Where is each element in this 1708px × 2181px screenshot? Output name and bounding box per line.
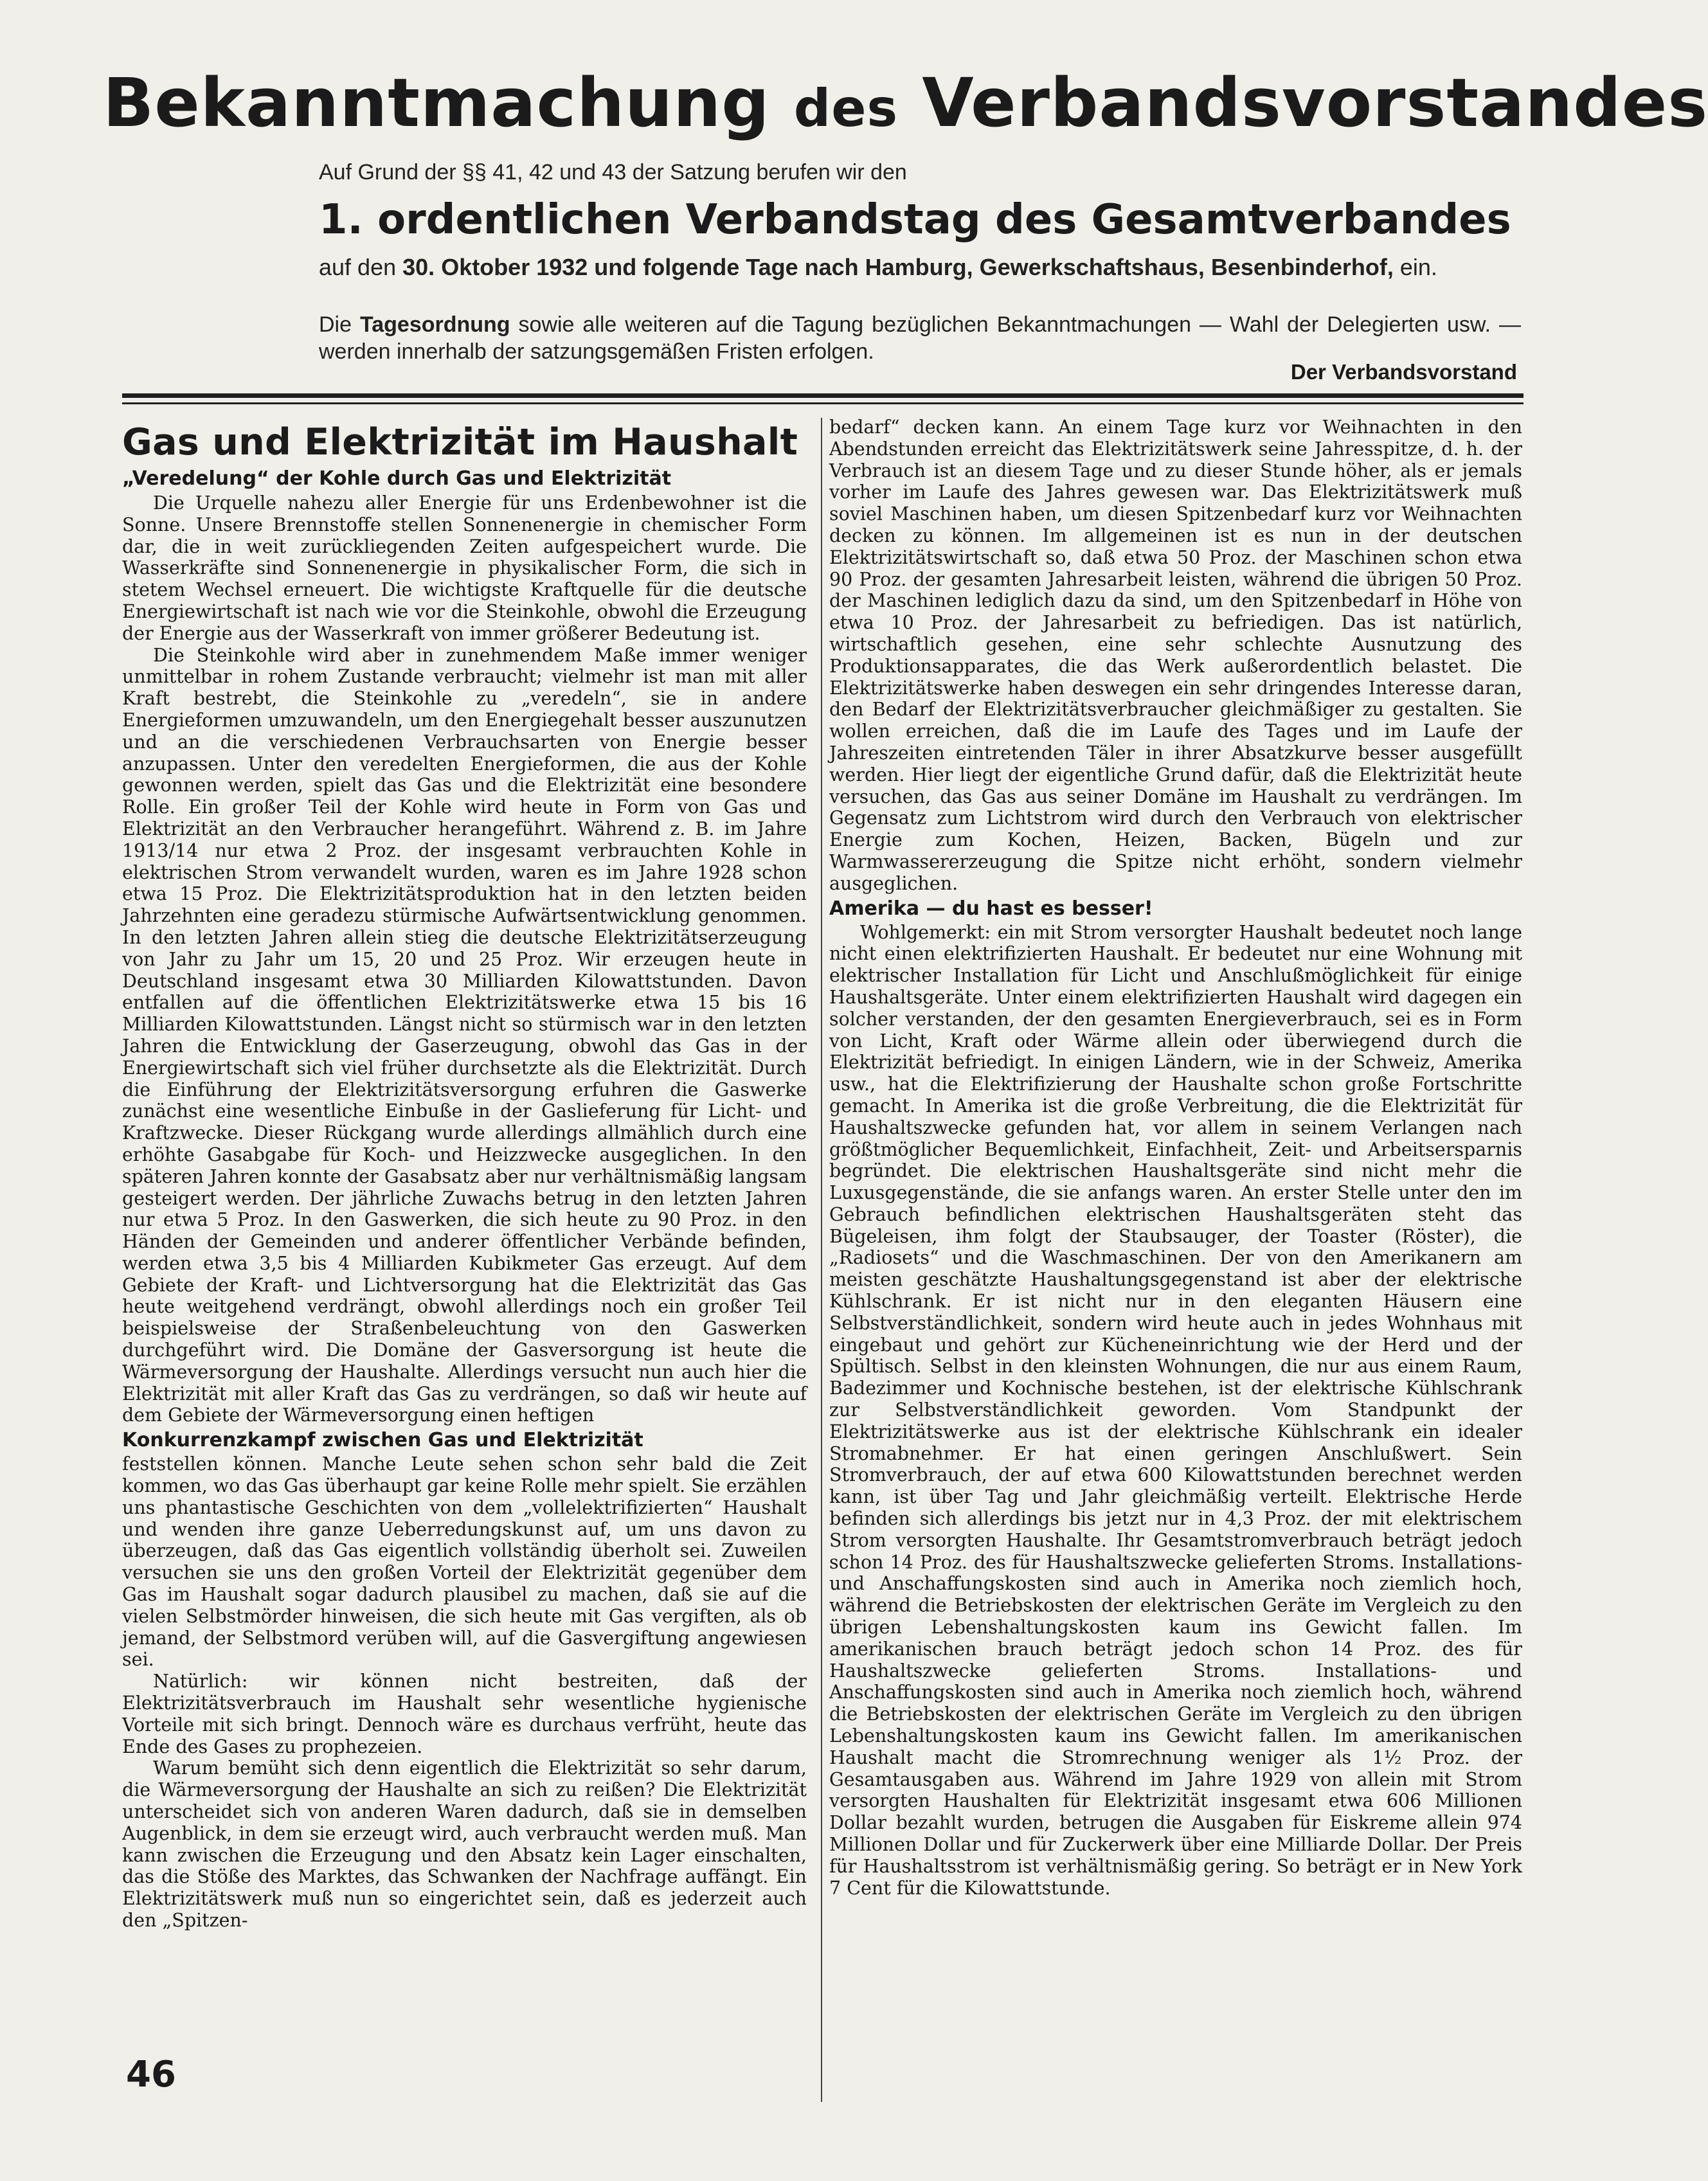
announcement-headline [103, 58, 1708, 154]
page-number: 46 [126, 2054, 176, 2096]
column-divider [821, 418, 822, 2102]
article-title: Gas und Elektrizität im Haushalt [122, 421, 798, 463]
date-line-prefix: auf den [319, 254, 397, 280]
headline-part-1: Bekanntmachung [103, 64, 770, 142]
section-heading: Amerika — du hast es besser! [829, 897, 1153, 920]
date-line-suffix: ein. [1399, 254, 1437, 280]
paragraph: feststellen können. Manche Leute sehen schon sehr bald die Zeit kommen, wo das Gas überhaupt gar keine Rolle mehr spielt. Sie erzählen uns phantastische Geschichten von dem „vollelektrifizierten“ Haushalt und wenden ihre ganze Ueberredungskunst auf, um uns davon zu überzeugen, daß das Gas eigentlich vollständig überholt sei. Zuweilen versuchen sie uns den großen Vorteil der Elektrizität gegenüber dem Gas im Haushalt sogar dadurch plausibel zu machen, daß sie auf die vielen Selbstmörder hinweisen, die sich heute mit Gas vergiften, als ob jemand, der Selbstmord verüben will, auf die Gasvergiftung angewiesen sei. [122, 1453, 807, 1671]
announcement-date-line [319, 253, 1521, 282]
date-line-bold: 30. Oktober 1932 und folgende Tage nach Hamburg, Gewerkschaftshaus, Besenbinderhof, [402, 254, 1394, 280]
article-column-left [122, 417, 807, 1932]
paragraph: Wohlgemerkt: ein mit Strom versorgter Haushalt bedeutet noch lange nicht einen elektrifizierten Haushalt. Er bedeutet nur eine Wohnung mit elektrischer Installation für Licht und Anschlußmöglichkeit für einige Haushaltsgeräte. Unter einem elektrifizierten Haushalt wird dagegen ein solcher verstanden, der den gesamten Energieverbrauch, sei es in Form von Licht, Kraft oder Wärme allein oder überwiegend durch die Elektrizität befriedigt. In einigen Ländern, wie in der Schweiz, Amerika usw., hat die Elektrifizierung der Haushalte schon große Fortschritte gemacht. In Amerika ist die große Verbreitung, die die Elektrizität für Haushaltszwecke gefunden hat, vor allem in seinem Verlangen nach größtmöglicher Bequemlichkeit, Einfachheit, Zeit- und Arbeitsersparnis begründet. Die elektrischen Haushaltsgeräte sind nicht mehr die Luxusgegenstände, die sie anfangs waren. An erster Stelle unter den im Gebrauch befindlichen elektrischen Haushaltsgeräten steht das Bügeleisen, ihm folgt der Staubsauger, der Toaster (Röster), die „Radiosets“ und die Waschmaschinen. Der von den Amerikanern am meisten geschätzte Haushaltungsgegenstand ist aber der elektrische Kühlschrank. Er ist nicht nur in den eleganten Häusern eine Selbstverständlichkeit, sondern wird heute auch in jedes Wohnhaus mit eingebaut und gehört zur Kücheneinrichtung wie der Herd und der Spültisch. Selbst in den kleinsten Wohnungen, die nur aus einem Raum, Badezimmer und Kochnische bestehen, ist der elektrische Kühlschrank zur Selbstverständlichkeit geworden. Vom Standpunkt der Elektrizitätswerke aus ist der elektrische Kühlschrank ein idealer Stromabnehmer. Er hat einen geringen Anschlußwert. Sein Stromverbrauch, der auf etwa 600 Kilowattstunden berechnet werden kann, ist über Tag und Jahr gleichmäßig verteilt. Elektrische Herde befinden sich allerdings bis jetzt nur in 4,3 Proz. der mit elektrischem Strom versorgten Haushalte. Ihr Gesamtstromverbrauch beträgt jedoch schon 14 Proz. des für Haushaltszwecke gelieferten Stroms. Installations-und Anschaffungskosten sind auch in Amerika noch ziemlich hoch, während die Betriebskosten der elektrischen Geräte im Vergleich zu den übrigen Lebenshaltungskosten kaum ins Gewicht fallen. Im amerikanischen brauch beträgt jedoch schon 14 Proz. des für Haushaltszwecke gelieferten Stroms. Installations- und Anschaffungskosten sind auch in Amerika noch ziemlich hoch, während die Betriebskosten der elektrischen Geräte im Vergleich zu den übrigen Lebenshaltungskosten kaum ins Gewicht fallen. Im amerikanischen Haushalt macht die Stromrechnung weniger als 1½ Proz. der Gesamtausgaben aus. Während im Jahre 1929 von allein mit Strom versorgten Haushalten für Elektrizität insgesamt etwa 606 Millionen Dollar bezahlt wurden, betrugen die Ausgaben für Eiskreme allein 974 Millionen Dollar und für Zuckerwerk über eine Milliarde Dollar. Der Preis für Haushaltsstrom ist verhältnismäßig gering. So beträgt er in New York 7 Cent für die Kilowattstunde. [829, 921, 1522, 1899]
agenda-bold: Tagesordnung [359, 312, 510, 337]
announcement-intro: Auf Grund der §§ 41, 42 und 43 der Satzung berufen wir den [319, 160, 907, 184]
agenda-rest: sowie alle weiteren auf die Tagung bezüglichen Bekanntmachungen — Wahl der Delegierten usw. — werden innerhalb der satzungsgemäßen Fristen erfolgen. [319, 312, 1521, 364]
divider-rule-thick [122, 393, 1524, 398]
article-column-right [829, 417, 1522, 1899]
article-subtitle: „Veredelung“ der Kohle durch Gas und Elektrizität [122, 467, 672, 490]
paragraph: Warum bemüht sich denn eigentlich die Elektrizität so sehr darum, die Wärmeversorgung der Haushalte an sich zu reißen? Die Elektrizität unterscheidet sich von anderen Waren dadurch, daß sie in demselben Augenblick, in dem sie erzeugt wird, auch verbraucht werden muß. Man kann zwischen die Erzeugung und den Absatz kein Lager einschalten, das die Stöße des Marktes, das Schwanken der Nachfrage auffängt. Ein Elektrizitätswerk muß nun so eingerichtet sein, daß es jederzeit auch den „Spitzen- [122, 1757, 807, 1931]
section-heading: Konkurrenzkampf zwischen Gas und Elektrizität [122, 1429, 643, 1452]
headline-part-3: Verbandsvorstandes [922, 64, 1708, 142]
announcement-title: 1. ordentlichen Verbandstag des Gesamtverbandes [319, 196, 1511, 244]
agenda-prefix: Die [319, 312, 352, 337]
headline-part-2: des [793, 78, 899, 138]
paragraph: Die Urquelle nahezu aller Energie für uns Erdenbewohner ist die Sonne. Unsere Brennstoffe stellen Sonnenenergie in chemischer Form dar, die in weit zurückliegenden Zeiten aufgespeichert wurde. Die Wasserkräfte sind Sonnenenergie in physikalischer Form, die sich in stetem Wechsel erneuert. Die wichtigste Kraftquelle für die deutsche Energiewirtschaft ist nach wie vor die Steinkohle, obwohl die Erzeugung der Energie aus der Wasserkraft von immer größerer Bedeutung ist. [122, 492, 807, 644]
announcement-agenda [319, 311, 1521, 365]
paragraph: Die Steinkohle wird aber in zunehmendem Maße immer weniger unmittelbar in rohem Zustande verbraucht; vielmehr ist man mit aller Kraft bestrebt, die Steinkohle zu „veredeln“, sie in andere Energieformen umzuwandeln, um den Energiegehalt besser auszunutzen und an die verschiedenen Verbrauchsarten von Energie besser anzupassen. Unter den veredelten Energieformen, die aus der Kohle gewonnen werden, spielt das Gas und die Elektrizität eine besondere Rolle. Ein großer Teil der Kohle wird heute in Form von Gas und Elektrizität an den Verbraucher herangeführt. Während z. B. im Jahre 1913/14 nur etwa 2 Proz. der insgesamt verbrauchten Kohle in elektrischen Strom verwandelt wurden, waren es im Jahre 1928 schon etwa 15 Proz. Die Elektrizitätsproduktion hat in den letzten beiden Jahrzehnten eine geradezu stürmische Aufwärtsentwicklung genommen. In den letzten Jahren allein stieg die deutsche Elektrizitätserzeugung von Jahr zu Jahr um 15, 20 und 25 Proz. Wir erzeugen heute in Deutschland insgesamt etwa 30 Milliarden Kilowattstunden. Davon entfallen auf die öffentlichen Elektrizitätswerke etwa 15 bis 16 Milliarden Kilowattstunden. Längst nicht so stürmisch war in den letzten Jahren die Entwicklung der Gaserzeugung, obwohl das Gas in der Energiewirtschaft sich viel früher durchsetzte als die Elektrizität. Durch die Einführung der Elektrizitätsversorgung erfuhren die Gaswerke zunächst eine wesentliche Einbuße in der Gaslieferung für Licht- und Kraftzwecke. Dieser Rückgang wurde allerdings allmählich durch eine erhöhte Gasabgabe für Koch- und Heizzwecke ausgeglichen. In den späteren Jahren konnte der Gasabsatz aber nur verhältnismäßig langsam gesteigert werden. Der jährliche Zuwachs betrug in den letzten Jahren nur etwa 5 Proz. In den Gaswerken, die sich heute zu 90 Proz. in den Händen der Gemeinden und anderer öffentlicher Verbände befinden, werden etwa 3,5 bis 4 Milliarden Kubikmeter Gas erzeugt. Auf dem Gebiete der Kraft- und Lichtversorgung hat die Elektrizität das Gas heute weitgehend verdrängt, obwohl allerdings noch ein großer Teil beispielsweise der Straßenbeleuchtung von den Gaswerken durchgeführt wird. Die Domäne der Gasversorgung ist heute die Wärmeversorgung der Haushalte. Allerdings versucht nun auch hier die Elektrizität mit aller Kraft das Gas zu verdrängen, so daß wir heute auf dem Gebiete der Wärmeversorgung einen heftigen [122, 644, 807, 1426]
divider-rule-thin [122, 402, 1524, 404]
announcement-signature: Der Verbandsvorstand [1290, 360, 1517, 384]
paragraph: bedarf“ decken kann. An einem Tage kurz vor Weihnachten in den Abendstunden erreicht das Elektrizitätswerk seine Jahresspitze, d. h. der Verbrauch ist an diesem Tage und zu dieser Stunde höher, als er jemals vorher im Laufe des Jahres gewesen war. Das Elektrizitätswerk muß soviel Maschinen haben, um diesen Spitzenbedarf kurz vor Weihnachten decken zu können. Im allgemeinen ist es nun in der deutschen Elektrizitätswirtschaft so, daß etwa 50 Proz. der Maschinen schon etwa 90 Proz. der gesamten Jahresarbeit leisten, während die übrigen 50 Proz. der Maschinen lediglich dazu da sind, um den Spitzenbedarf in Höhe von etwa 10 Proz. der Jahresarbeit zu befriedigen. Das ist natürlich, wirtschaftlich gesehen, eine sehr schlechte Ausnutzung des Produktionsapparates, die das Werk außerordentlich belastet. Die Elektrizitätswerke haben deswegen ein sehr dringendes Interesse daran, den Bedarf der Elektrizitätsverbraucher gleichmäßiger zu gestalten. Sie wollen erreichen, daß die im Laufe des Tages und im Laufe der Jahreszeiten eintretenden Täler in ihrer Absatzkurve besser ausgefüllt werden. Hier liegt der eigentliche Grund dafür, daß die Elektrizität heute versuchen, das Gas aus seiner Domäne im Haushalt zu verdrängen. Im Gegensatz zum Lichtstrom wird durch den Verbrauch von elektrischer Energie zum Kochen, Heizen, Backen, Bügeln und zur Warmwassererzeugung die Spitze nicht erhöht, sondern vielmehr ausgeglichen. [829, 417, 1522, 894]
paragraph: Natürlich: wir können nicht bestreiten, daß der Elektrizitätsverbrauch im Haushalt sehr wesentliche hygienische Vorteile mit sich bringt. Dennoch wäre es durchaus verfrüht, heute das Ende des Gases zu prophezeien. [122, 1671, 807, 1757]
